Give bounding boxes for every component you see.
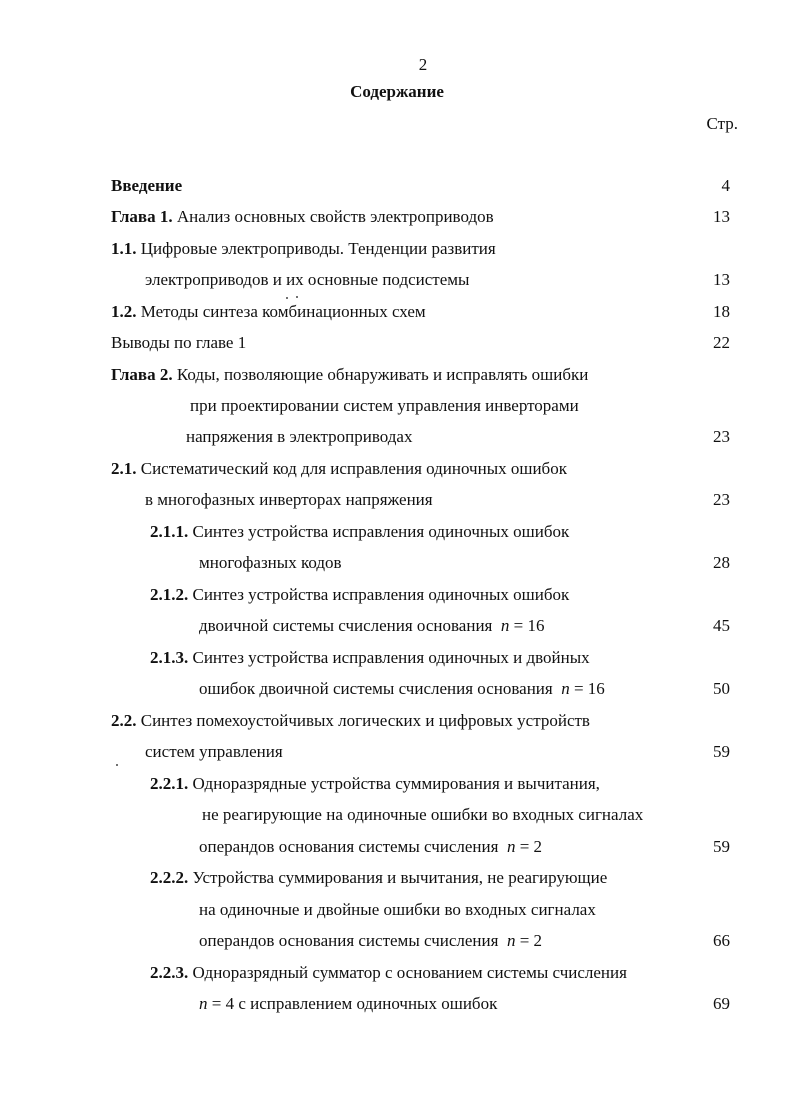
toc-entry — [0, 267, 798, 293]
toc-entry-text: операндов основания системы счисления — [199, 837, 499, 856]
toc-entry-number: 2.2.3. — [150, 963, 189, 982]
toc-entry-title — [111, 173, 182, 199]
toc-entry-number: Введение — [111, 176, 183, 195]
toc-entry-title — [111, 708, 590, 734]
toc-entry — [0, 330, 798, 356]
toc-entry-text: при проектировании систем управления инверторами — [190, 396, 579, 415]
page-column-label: Стр. — [706, 114, 738, 133]
toc-entry-variable: n — [506, 931, 516, 950]
toc-entry-title — [150, 960, 627, 986]
toc-entry — [0, 739, 798, 765]
toc-entry-page: 66 — [713, 931, 730, 950]
toc-entry — [0, 865, 798, 891]
toc-entry — [0, 299, 798, 325]
toc-entry — [0, 613, 798, 639]
toc-entry-text: Синтез устройства исправления одиночных ошибок — [188, 585, 570, 604]
toc-entry — [0, 424, 798, 450]
toc-entry-text: Синтез помехоустойчивых логических и цифровых устройств — [136, 711, 590, 730]
toc-entry-title — [150, 645, 590, 671]
toc-entry-title — [199, 928, 542, 954]
toc-entry-variable: n — [506, 837, 516, 856]
toc-entry — [0, 708, 798, 734]
toc-entry-page: 59 — [713, 742, 730, 761]
toc-entry — [0, 676, 798, 702]
toc-entry-title — [111, 456, 567, 482]
toc-entry — [0, 928, 798, 954]
toc-entry-text: = 16 — [569, 679, 605, 698]
toc-entry-title — [150, 582, 569, 608]
toc-entry-text: операндов основания системы счисления — [199, 931, 499, 950]
toc-entry-text: Коды, позволяющие обнаруживать и исправлять ошибки — [172, 365, 589, 384]
toc-entry — [0, 897, 798, 923]
toc-entry-text: Систематический код для исправления одиночных ошибок — [136, 459, 567, 478]
toc-entry-variable: n — [561, 679, 570, 698]
toc-entry-title — [111, 204, 494, 230]
toc-entry-title — [199, 897, 596, 923]
toc-entry-text: в многофазных инверторах напряжения — [145, 490, 433, 509]
toc-entry — [0, 204, 798, 230]
toc-entry-number: 2.2.2. — [150, 868, 189, 887]
toc-entry — [0, 645, 798, 671]
toc-entry-title — [111, 236, 496, 262]
toc-entry-text: Устройства суммирования и вычитания, не реагирующие — [188, 868, 608, 887]
toc-entry-title — [199, 834, 542, 860]
toc-entry-page: 45 — [713, 616, 730, 635]
toc-entry-page: 23 — [713, 490, 730, 509]
toc-entry-number: 2.1.2. — [150, 585, 189, 604]
toc-entry-title — [186, 424, 412, 450]
toc-entry-title — [145, 487, 433, 513]
toc-entry-number: 2.2. — [111, 711, 137, 730]
toc-entry-title — [150, 519, 569, 545]
toc-entry — [0, 582, 798, 608]
page-title: Содержание — [350, 82, 444, 101]
toc-entry — [0, 487, 798, 513]
toc-entry — [0, 393, 798, 419]
toc-entry-text: Анализ основных свойств электроприводов — [172, 207, 494, 226]
toc-entry — [0, 802, 798, 828]
toc-entry-title — [199, 991, 497, 1017]
toc-entry-number: 2.2.1. — [150, 774, 189, 793]
toc-entry-text: не реагирующие на одиночные ошибки во входных сигналах — [202, 805, 644, 824]
toc-entry-title — [199, 676, 605, 702]
toc-entry — [0, 519, 798, 545]
toc-entry-number: 1.1. — [111, 239, 137, 258]
toc-entry-page: 4 — [721, 176, 730, 195]
toc-entry-page: 50 — [713, 679, 730, 698]
toc-entry-title — [145, 267, 469, 293]
toc-entry-text: = 2 — [515, 931, 543, 950]
scan-speck — [296, 296, 298, 298]
toc-entry-text: на одиночные и двойные ошибки во входных сигналах — [199, 900, 596, 919]
toc-entry-text: ошибок двоичной системы счисления основания — [199, 679, 553, 698]
toc-entry-number: Глава 2. — [111, 365, 173, 384]
toc-entry-page: 59 — [713, 837, 730, 856]
toc-entry-text: систем управления — [145, 742, 283, 761]
toc-entry-title — [202, 802, 643, 828]
toc-entry-page: 13 — [713, 207, 730, 226]
toc-entry-text: = 16 — [509, 616, 545, 635]
toc-entry-title — [111, 362, 588, 388]
scan-speck — [286, 297, 288, 299]
toc-entry-page: 22 — [713, 333, 730, 352]
toc-entry-text: Одноразрядные устройства суммирования и вычитания, — [188, 774, 600, 793]
toc-entry-text: двоичной системы счисления основания — [199, 616, 493, 635]
toc-entry-title — [190, 393, 579, 419]
toc-entry-text: электроприводов и их основные подсистемы — [145, 270, 470, 289]
toc-entry — [0, 550, 798, 576]
toc-entry-page: 28 — [713, 553, 730, 572]
page-number: 2 — [418, 55, 428, 74]
toc-entry-page: 13 — [713, 270, 730, 289]
toc-entry-number: 2.1.1. — [150, 522, 189, 541]
scan-speck — [116, 764, 118, 766]
toc-entry-number: 1.2. — [111, 302, 137, 321]
toc-entry-number: 2.1.3. — [150, 648, 189, 667]
toc-entry — [0, 173, 798, 199]
toc-entry-title — [150, 865, 607, 891]
toc-entry-title — [199, 550, 342, 576]
toc-entry-text: Синтез устройства исправления одиночных ошибок — [188, 522, 570, 541]
toc-entry — [0, 362, 798, 388]
toc-entry-text: многофазных кодов — [199, 553, 342, 572]
toc-entry — [0, 834, 798, 860]
toc-entry — [0, 960, 798, 986]
toc-entry-page: 23 — [713, 427, 730, 446]
toc-entry-page: 69 — [713, 994, 730, 1013]
toc-entry-text: Одноразрядный сумматор с основанием системы счисления — [188, 963, 627, 982]
toc-entry — [0, 771, 798, 797]
toc-entry-page: 18 — [713, 302, 730, 321]
toc-entry-variable: n — [199, 994, 208, 1013]
toc-entry — [0, 991, 798, 1017]
toc-entry-text: = 2 — [515, 837, 543, 856]
toc-entry-text: Методы синтеза комбинационных схем — [136, 302, 426, 321]
toc-entry — [0, 236, 798, 262]
toc-entry-title — [150, 771, 600, 797]
toc-entry-title — [199, 613, 544, 639]
toc-entry-text: = 4 с исправлением одиночных ошибок — [207, 994, 498, 1013]
toc-entry-title — [111, 330, 246, 356]
toc-entry-variable: n — [500, 616, 510, 635]
toc-entry-title — [145, 739, 283, 765]
toc-entry-number: 2.1. — [111, 459, 137, 478]
toc-entry-text: Синтез устройства исправления одиночных и двойных — [188, 648, 590, 667]
toc-entry-number: Глава 1. — [111, 207, 173, 226]
toc-entry-title — [111, 299, 426, 325]
toc-entry-text: Выводы по главе 1 — [111, 333, 247, 352]
toc-entry — [0, 456, 798, 482]
toc-entry-text: Цифровые электроприводы. Тенденции развития — [136, 239, 496, 258]
toc-entry-text: напряжения в электроприводах — [186, 427, 413, 446]
